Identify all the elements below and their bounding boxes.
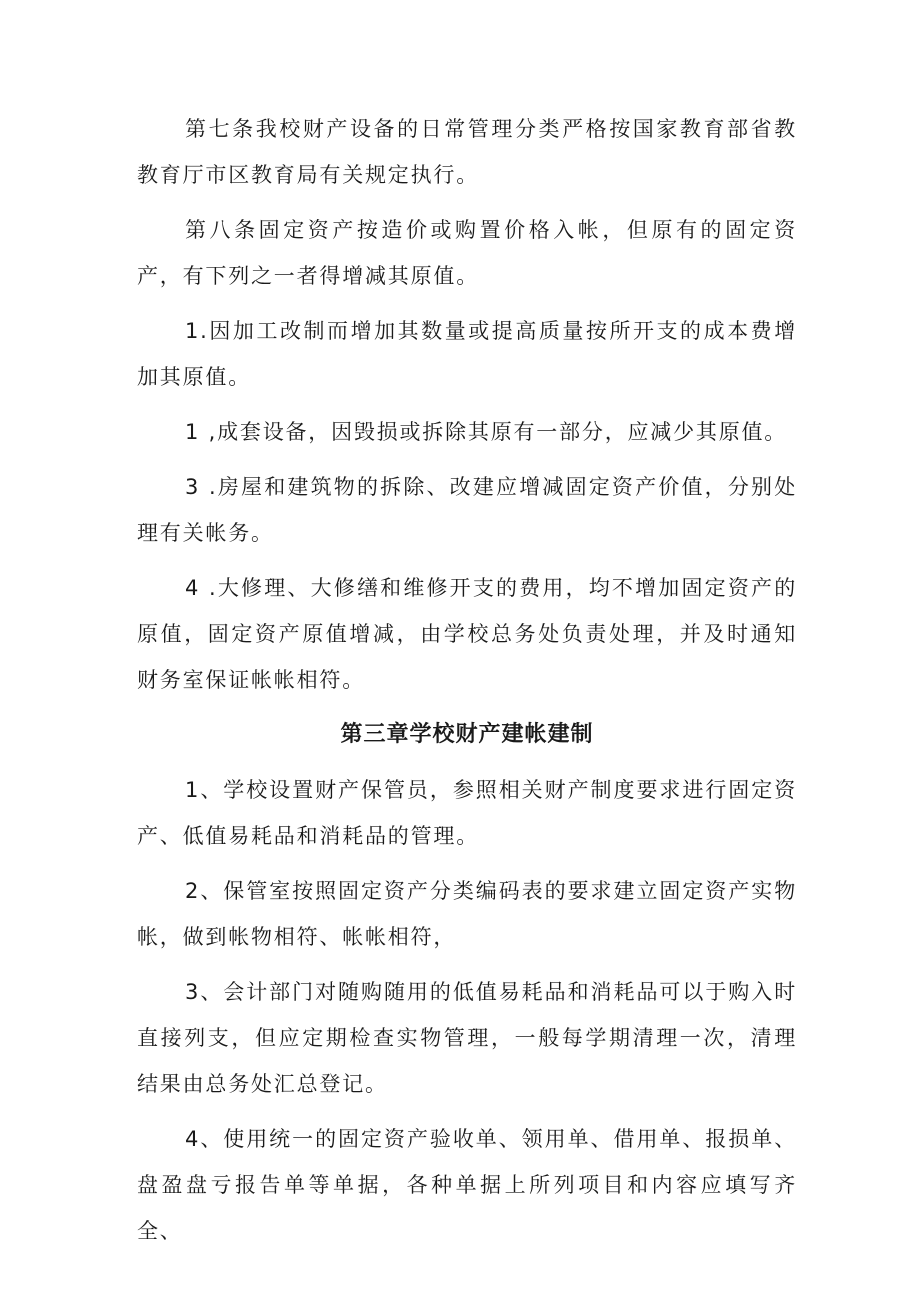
paragraph-item-1: 1.因加工改制而增加其数量或提高质量按所开支的成本费增加其原值。	[137, 319, 797, 389]
paragraph-chapter3-item-2: 2、保管室按照固定资产分类编码表的要求建立固定资产实物帐，做到帐物相符、帐帐相符，	[137, 879, 797, 949]
document-body	[137, 106, 797, 1263]
paragraph-item-4: 4 .大修理、大修缮和维修开支的费用，均不增加固定资产的原值，固定资产原值增减，由学校总务处负责处理，并及时通知财务室保证帐帐相符。	[137, 576, 797, 692]
paragraph-item-2: 1 ,成套设备，因毁损或拆除其原有一部分，应减少其原值。	[185, 420, 788, 444]
paragraph-chapter3-item-3: 3、会计部门对随购随用的低值易耗品和消耗品可以于购入时直接列支，但应定期检查实物管理，一般每学期清理一次，清理结果由总务处汇总登记。	[137, 980, 797, 1096]
chapter-heading: 第三章学校财产建帐建制	[340, 722, 594, 747]
paragraph-item-3: 3 .房屋和建筑物的拆除、改建应增减固定资产价值，分别处理有关帐务。	[137, 475, 797, 545]
paragraph-article-8: 第八条固定资产按造价或购置价格入帐，但原有的固定资产，有下列之一者得增减其原值。	[137, 218, 797, 288]
paragraph-chapter3-item-1: 1、学校设置财产保管员，参照相关财产制度要求进行固定资产、低值易耗品和消耗品的管理。	[137, 778, 797, 848]
paragraph-chapter3-item-4: 4、使用统一的固定资产验收单、领用单、借用单、报损单、盘盈盘亏报告单等单据，各种单据上所列项目和内容应填写齐全、	[137, 1127, 797, 1243]
paragraph-article-7: 第七条我校财产设备的日常管理分类严格按国家教育部省教教育厅市区教育局有关规定执行。	[137, 117, 797, 187]
